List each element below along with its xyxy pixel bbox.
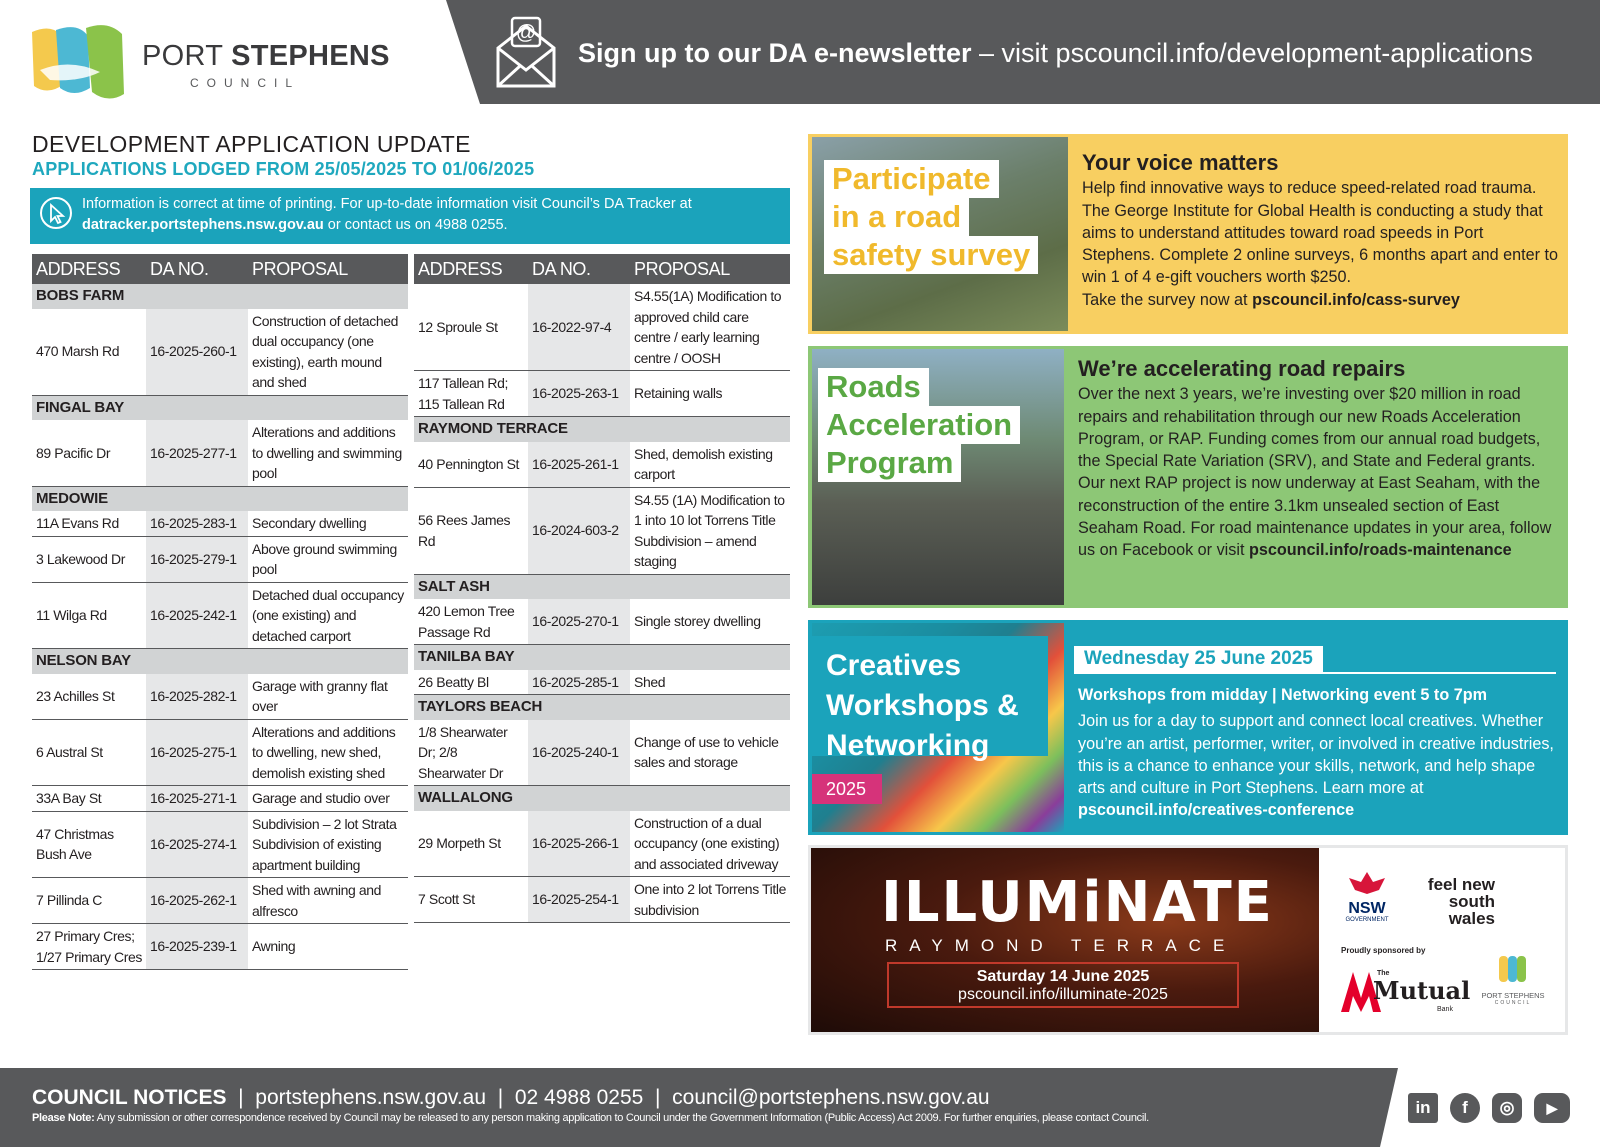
mutual-bank-text: Bank <box>1437 1006 1453 1013</box>
da-number-cell: 16-2025-239-1 <box>146 924 248 970</box>
rap-flag-line-3: Program <box>818 444 961 482</box>
da-number-cell: 16-2025-254-1 <box>528 877 630 923</box>
proposal-cell: Construction of detached dual occupancy (one existing), earth mound and shed <box>248 309 408 396</box>
proposal-cell: Shed, demolish existing carport <box>630 442 790 488</box>
da-table-left <box>32 254 408 970</box>
mutual-text: Mutual <box>1373 976 1471 1005</box>
svg-text:@: @ <box>515 22 537 44</box>
survey-link[interactable]: pscouncil.info/cass-survey <box>1252 290 1460 309</box>
cursor-click-icon <box>40 197 72 229</box>
address-cell: 7 Pillinda C <box>32 878 146 924</box>
address-cell: 33A Bay St <box>32 786 146 812</box>
da-number-cell: 16-2025-279-1 <box>146 536 248 582</box>
address-cell: 12 Sproule St <box>414 284 528 371</box>
rap-heading: We’re accelerating road repairs <box>1078 356 1406 381</box>
proposal-cell: S4.55 (1A) Modification to 1 into 10 lot Torrens Title Subdivision – amend staging <box>630 487 790 574</box>
address-cell: 89 Pacific Dr <box>32 420 146 486</box>
da-number-cell: 16-2025-271-1 <box>146 786 248 812</box>
da-number-cell: 16-2025-275-1 <box>146 719 248 786</box>
rap-body: Over the next 3 years, we’re investing over $20 million in road repairs and rehabilitation through our new Roads Acceleration Program, or RAP. Funding comes from our annual road budgets, the Special Rate Variation (SRV), and State and Federal grants. Our next RAP project is now underway at East Seaham, with the reconstruction of the entire 3.1km unsealed section of East Seaham Road. For road maintenance updates in your area, follow us on Facebook or visit pscouncil.info/roads-maintenance <box>1078 385 1552 560</box>
column-header-address: ADDRESS <box>414 254 528 284</box>
suburb-name: TAYLORS BEACH <box>414 695 790 720</box>
creatives-date: Wednesday 25 June 2025 <box>1074 646 1323 672</box>
suburb-name: MEDOWIE <box>32 486 408 511</box>
instagram-icon[interactable]: ◎ <box>1492 1093 1522 1123</box>
rap-flag-line-2: Acceleration <box>818 406 1020 444</box>
da-number-cell: 16-2025-282-1 <box>146 674 248 720</box>
proposal-cell: Garage and studio over <box>248 786 408 812</box>
address-cell: 26 Beatty Bl <box>414 670 528 695</box>
column-header-proposal: PROPOSAL <box>248 254 408 284</box>
org-name: PORT STEPHENS <box>142 40 390 72</box>
illuminate-date-box <box>887 962 1239 1008</box>
table-row <box>32 536 408 582</box>
port-stephens-small-logo <box>1471 954 1555 1006</box>
suburb-row <box>414 417 790 442</box>
table-row <box>32 719 408 786</box>
suburb-name: NELSON BAY <box>32 649 408 674</box>
da-number-cell: 16-2025-283-1 <box>146 511 248 536</box>
address-cell: 117 Tallean Rd; 115 Tallean Rd <box>414 371 528 417</box>
address-cell: 420 Lemon Tree Passage Rd <box>414 599 528 645</box>
proposal-cell: S4.55(1A) Modification to approved child care centre / early learning centre / OOSH <box>630 284 790 371</box>
table-row <box>32 786 408 812</box>
column-header-address: ADDRESS <box>32 254 146 284</box>
illuminate-title: ILLUMiNATE <box>881 870 1274 935</box>
table-row <box>32 674 408 720</box>
survey-flag-line-2: in a road <box>824 198 969 236</box>
survey-flag-line-1: Participate <box>824 160 999 198</box>
address-cell: 29 Morpeth St <box>414 811 528 877</box>
port-stephens-logo <box>30 24 130 102</box>
table-row <box>32 878 408 924</box>
table-row <box>32 420 408 486</box>
email-newsletter-icon <box>494 14 558 90</box>
survey-heading: Your voice matters <box>1082 150 1279 175</box>
proposal-cell: Awning <box>248 924 408 970</box>
da-number-cell: 16-2025-242-1 <box>146 582 248 649</box>
road-safety-survey-panel <box>808 134 1568 334</box>
da-number-cell: 16-2025-266-1 <box>528 811 630 877</box>
da-number-cell: 16-2025-277-1 <box>146 420 248 486</box>
da-number-cell: 16-2022-97-4 <box>528 284 630 371</box>
suburb-row <box>414 645 790 670</box>
ps-small-text: PORT STEPHENS <box>1481 991 1545 1000</box>
creatives-flag-line-3: Networking <box>826 729 990 762</box>
suburb-name: SALT ASH <box>414 574 790 599</box>
address-cell: 6 Austral St <box>32 719 146 786</box>
footer-website-link[interactable]: portstephens.nsw.gov.au <box>255 1086 487 1109</box>
proposal-cell: Subdivision – 2 lot Strata Subdivision of existing apartment building <box>248 811 408 878</box>
da-number-cell: 16-2025-274-1 <box>146 811 248 878</box>
proposal-cell: Alterations and additions to dwelling, new shed, demolish existing shed <box>248 719 408 786</box>
footer-email-link[interactable]: council@portstephens.nsw.gov.au <box>672 1086 990 1109</box>
table-row <box>414 670 790 695</box>
address-cell: 11A Evans Rd <box>32 511 146 536</box>
suburb-name: BOBS FARM <box>32 284 408 309</box>
separator: | <box>497 1086 504 1109</box>
proposal-cell: Single storey dwelling <box>630 599 790 645</box>
port-stephens-mark-icon <box>1497 954 1529 986</box>
ps-small-sub: COUNCIL <box>1494 1000 1532 1006</box>
proposal-cell: Shed with awning and alfresco <box>248 878 408 924</box>
proposal-cell: Garage with granny flat over <box>248 674 408 720</box>
creatives-link[interactable]: pscouncil.info/creatives-conference <box>1078 801 1355 820</box>
table-row <box>414 487 790 574</box>
separator: | <box>238 1086 244 1109</box>
suburb-name: TANILBA BAY <box>414 645 790 670</box>
info-banner <box>30 188 790 244</box>
info-text: Information is correct at time of printing. For up-to-date information visit Council’s DA Tracker at <box>82 196 692 212</box>
creatives-date-rule <box>1074 646 1556 674</box>
road-repairs-panel <box>808 346 1568 608</box>
feel-new-south-wales-logo: feel new south wales <box>1427 875 1495 928</box>
proposal-cell: Alterations and additions to dwelling and swimming pool <box>248 420 408 486</box>
mutual-the: The <box>1377 970 1390 977</box>
proposal-cell: One into 2 lot Torrens Title subdivision <box>630 877 790 923</box>
facebook-icon[interactable]: f <box>1450 1093 1480 1123</box>
waratah-icon <box>1345 870 1389 896</box>
suburb-name: RAYMOND TERRACE <box>414 417 790 442</box>
table-row <box>414 811 790 877</box>
da-number-cell: 16-2025-270-1 <box>528 599 630 645</box>
table-row <box>414 877 790 923</box>
da-tracker-link[interactable]: datracker.portstephens.nsw.gov.au <box>82 217 324 233</box>
address-cell: 40 Pennington St <box>414 442 528 488</box>
creatives-flag-line-1: Creatives <box>826 649 962 682</box>
footer-disclaimer: Please Note: Any submission or other correspondence received by Council may be released to any person making application to Council under the Government Information (Public Access) Act 2009. For further enquiries, please contact Council. <box>32 1112 1149 1124</box>
da-number-cell: 16-2025-240-1 <box>528 720 630 786</box>
proposal-cell: Shed <box>630 670 790 695</box>
page-subtitle: APPLICATIONS LODGED FROM 25/05/2025 TO 01/06/2025 <box>32 159 535 179</box>
suburb-name: WALLALONG <box>414 786 790 811</box>
address-cell: 3 Lakewood Dr <box>32 536 146 582</box>
column-header-proposal: PROPOSAL <box>630 254 790 284</box>
survey-body: Help find innovative ways to reduce speed-related road trauma. The George Institute for Global Health is conducting a study that aims to understand attitudes toward road speeds in Port Stephens. Complete 2 online surveys, 6 months apart and enter to win 1 of 4 e-gift vouchers worth $250. <box>1082 179 1559 287</box>
the-mutual-bank-logo <box>1341 966 1471 1016</box>
column-header-da-no: DA NO. <box>528 254 630 284</box>
proposal-cell: Retaining walls <box>630 371 790 417</box>
suburb-row <box>32 649 408 674</box>
creatives-year-badge: 2025 <box>812 774 882 804</box>
illuminate-place: RAYMOND TERRACE <box>885 936 1237 955</box>
rap-link[interactable]: pscouncil.info/roads-maintenance <box>1248 541 1512 560</box>
creatives-panel <box>808 620 1568 835</box>
rap-text <box>1078 358 1562 562</box>
council-notices-label: COUNCIL NOTICES <box>32 1086 227 1109</box>
column-header-da-no: DA NO. <box>146 254 248 284</box>
suburb-row <box>32 486 408 511</box>
table-row <box>414 442 790 488</box>
table-row <box>414 599 790 645</box>
newsletter-signup-text[interactable]: Sign up to our DA e-newsletter – visit pscouncil.info/development-applications <box>578 38 1533 68</box>
address-cell: 27 Primary Cres; 1/27 Primary Cres <box>32 924 146 970</box>
da-number-cell: 16-2024-603-2 <box>528 487 630 574</box>
address-cell: 11 Wilga Rd <box>32 582 146 649</box>
suburb-row <box>414 786 790 811</box>
proposal-cell: Secondary dwelling <box>248 511 408 536</box>
table-row <box>32 309 408 396</box>
creatives-flag-line-2: Workshops & <box>826 689 1019 722</box>
creatives-text <box>1078 684 1562 822</box>
table-row <box>32 582 408 649</box>
table-row <box>32 924 408 970</box>
suburb-row <box>414 695 790 720</box>
footer-phone[interactable]: 02 4988 0255 <box>514 1086 644 1109</box>
nsw-sub-text: GOVERNMENT <box>1345 917 1389 923</box>
table-row <box>414 720 790 786</box>
illuminate-panel <box>808 845 1568 1035</box>
survey-text <box>1082 152 1558 311</box>
linkedin-icon[interactable]: in <box>1408 1093 1438 1123</box>
survey-flag-line-3: safety survey <box>824 236 1038 274</box>
rap-flag-line-1: Roads <box>818 368 929 406</box>
address-cell: 470 Marsh Rd <box>32 309 146 396</box>
info-contact: datracker.portstephens.nsw.gov.au or contact us on 4988 0255. <box>82 217 508 233</box>
nsw-text: NSW <box>1348 900 1386 917</box>
da-table-right-body <box>414 284 790 923</box>
proposal-cell: Construction of a dual occupancy (one existing) and associated driveway <box>630 811 790 877</box>
da-number-cell: 16-2025-262-1 <box>146 878 248 924</box>
page-title: DEVELOPMENT APPLICATION UPDATE <box>32 131 471 157</box>
da-number-cell: 16-2025-285-1 <box>528 670 630 695</box>
separator: | <box>655 1086 661 1109</box>
suburb-name: FINGAL BAY <box>32 395 408 420</box>
proposal-cell: Detached dual occupancy (one existing) and detached carport <box>248 582 408 649</box>
org-subtitle: COUNCIL <box>190 76 301 90</box>
da-number-cell: 16-2025-263-1 <box>528 371 630 417</box>
table-row <box>32 811 408 878</box>
council-notices-line <box>32 1086 990 1110</box>
proposal-cell: Change of use to vehicle sales and storage <box>630 720 790 786</box>
suburb-row <box>414 574 790 599</box>
creatives-times: Workshops from midday | Networking event 5 to 7pm <box>1078 686 1487 704</box>
da-number-cell: 16-2025-260-1 <box>146 309 248 396</box>
sponsored-label: Proudly sponsored by <box>1341 946 1426 955</box>
suburb-row <box>32 284 408 309</box>
youtube-icon[interactable]: ▶ <box>1534 1093 1570 1123</box>
address-cell: 23 Achilles St <box>32 674 146 720</box>
address-cell: 47 Christmas Bush Ave <box>32 811 146 878</box>
table-row <box>414 371 790 417</box>
table-row <box>414 284 790 371</box>
creatives-body: Join us for a day to support and connect local creatives. Whether you’re an artist, performer, writer, or involved in creative industries, this is a chance to enhance your skills, network, and help shape arts and culture in Port Stephens. Learn more at pscouncil.info/creatives-conference <box>1078 712 1554 820</box>
da-number-cell: 16-2025-261-1 <box>528 442 630 488</box>
illuminate-date: Saturday 14 June 2025 <box>976 968 1150 985</box>
illuminate-url[interactable]: pscouncil.info/illuminate-2025 <box>958 986 1168 1003</box>
proposal-cell: Above ground swimming pool <box>248 536 408 582</box>
address-cell: 56 Rees James Rd <box>414 487 528 574</box>
da-table-left-body <box>32 284 408 970</box>
survey-cta: Take the survey now at pscouncil.info/cass-survey <box>1082 290 1460 309</box>
address-cell: 7 Scott St <box>414 877 528 923</box>
table-row <box>32 511 408 536</box>
address-cell: 1/8 Shearwater Dr; 2/8 Shearwater Dr <box>414 720 528 786</box>
suburb-row <box>32 395 408 420</box>
da-table-right <box>414 254 790 923</box>
nsw-government-logo <box>1341 870 1393 923</box>
